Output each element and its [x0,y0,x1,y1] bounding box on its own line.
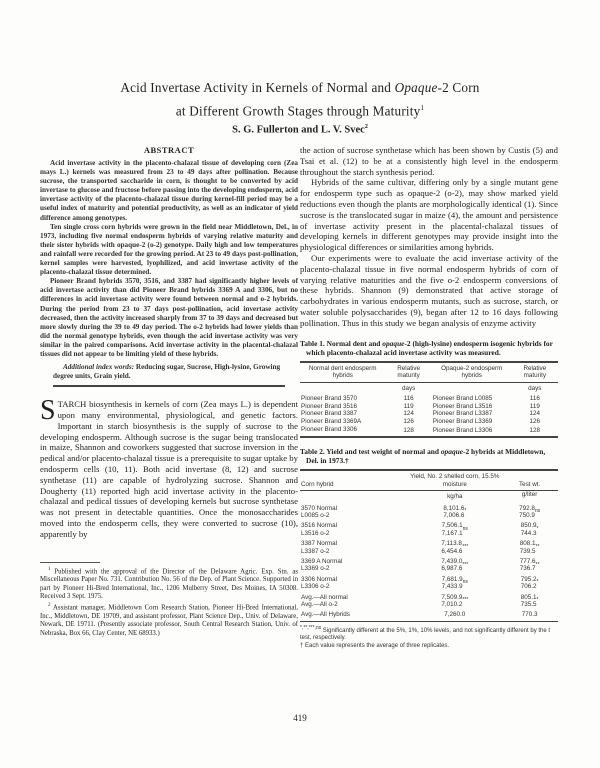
significance-mark: *** [462,597,469,604]
cell-value: L0085 o-2 [301,511,330,519]
column-header: Opaque-2 endosperm hybrids [432,362,512,383]
title-line-1: Acid Invertase Activity in Kernels of Normal and Opaque-2 Corn [120,80,480,95]
cell-value: 795.2 [520,575,537,583]
significance-mark: ** [535,561,540,568]
introduction [40,395,298,539]
cell-value: 7,006.6 [443,511,465,519]
cell-value: 777.6 [519,557,536,565]
title-line-2: at Different Growth Stages through Maturity$^1$ [175,103,425,119]
significance-mark: ns [462,526,468,533]
cell-value: 3570 Normal [301,504,338,512]
intro-paragraph: STARCH biosynthesis in kernels of corn (Zea mays L.) is dependent upon many environmental, physiological, and genetic factors. Important in starch biosynthesis is the supply of sucrose to the developing endosperm. Although sucrose is the sugar being translocated in maize, Shannon and coworkers suggested that sucrose inversion in the pedical and/or placento-chalazal tissue is a prerequisite to sugar uptake by endosperm cells (10, 11). Both acid invertase (8, 12) and sucrose synthetase (11) are capable of hydrolyzing sucrose. Shannon and Dougherty (11) reported high acid invertase activity in the placento-chalazal and pedical tissues of developing kernels but sucrose synthetase was not present in detectable quantities. Once the monosaccharides moved into the endosperm cells, they were converted to sucrose (10), apparently by [40,395,298,539]
body-text [300,145,558,329]
table-row: Pioneer Brand 3516 119 Pioneer Brand L3516 119 [301,402,540,410]
cell-value: 744.3 [520,529,537,537]
cell-value: 792.8 [519,504,535,512]
page-number: 419 [293,713,307,723]
cell-value: L3516 o-2 [301,529,330,537]
cell-value: 7,167.1 [441,529,463,537]
significance-mark: *** [462,561,469,568]
left-column [40,145,298,638]
cell-value: 750.9 [519,511,535,519]
abstract-heading: ABSTRACT [143,145,195,155]
index-words: Additional index words: Reducing sugar, Sucrose, High-lysine, Growing degree units, Grain yield. [53,363,285,387]
table-row-group [300,573,558,591]
paper-title [40,78,560,121]
column-header: Relative maturity [512,362,558,383]
table-row-group [300,519,558,537]
footnote: $^1$ Published with the approval of the Director of the Delaware Agric. Exp. Stn. as Miscellaneous Paper No. 731. Contribution No. 56 of the Dep. of Plant Science. Supported in part by Pioneer Hi-Bred International, Inc., 1206 Mulberry Street, Des Moines, IA 50308. Received 3 Sept. 1975. [40,566,298,601]
cell-value: 770.3 [521,611,538,619]
cell-value: 735.5 [520,600,537,608]
cell-value: 7,439.0 [441,557,463,565]
cell-value: 6,454.6 [441,547,463,555]
table2-caption: Table 2. Yield and test weight of normal and opaque-2 hybrids at Middletown, Del. in 1973.† [300,447,546,466]
body-paragraph: Our experiments were to evaluate the acid invertase activity of the placento-chalazal tissue in five normal endosperm hybrids of corn of varying relative maturities and the five o-2 endosperm conversions of these hybrids. Shannon (9) demonstrated that active storage of carbohydrates in various endosperm mutants, such as sucrose, starch, or water soluble polysaccharides (9), began after 12 to 16 days following pollination. Thus in this study we began analysis of enzyme activity [300,252,558,328]
table2 [300,469,558,622]
cell-value: L3369 o-2 [301,565,330,573]
significance-mark: * [536,597,539,604]
cell-value: 8,101.6 [443,504,465,512]
table-row: Pioneer Brand 3369A 126 Pioneer Brand L3369 126 [301,417,541,425]
significance-mark: * [536,526,539,533]
footnotes [40,566,298,639]
cell-value: 3387 Normal [301,540,338,548]
table-row-group [300,591,558,609]
cell-value: Avg.—All Hybrids [301,611,350,619]
column-header: Yield, No. 2 shelled corn, 15.5% moisture [408,470,501,491]
authors: S. G. Fullerton and L. V. Svec$^2$ [232,124,368,136]
footnote-ref: 1 [420,104,425,112]
cell-value: L3387 o-2 [301,547,330,555]
footnote-divider [40,562,100,563]
table-row-total [300,608,558,621]
cell-value: 7,010.2 [441,600,463,608]
table-row-group [300,502,558,520]
cell-value: 7,509.9 [441,593,463,601]
table2-note: $^{*,**,***,ns}$ Significantly different at the 5%, 1%, 10% levels, and not significantly different by the t test, respectively. [300,624,551,642]
body-paragraph: Hybrids of the same cultivar, differing only by a single mutant gene for endosperm type such as opaque-2 (o-2), may show marked yield reductions even though the plants are morphologically identical (1). Since sucrose is the translocated sugar in maize (4), the amount and persistence of invertase activity present in the placental-chalazal tissues of developing kernels in different genotypes may provide insight into the physiological differences or similarities among hybrids. [300,177,558,253]
column-header: Normal dent endosperm hybrids [300,362,385,383]
cell-value: 7,433.9 [441,583,463,591]
table-row: Pioneer Brand 3387 124 Pioneer Brand L3387 124 [301,410,541,418]
cell-value: 6,987.6 [441,565,463,573]
table1 [300,361,558,439]
table2-note: † Each value represents the average of three replicates. [300,642,450,649]
significance-mark: ns [462,579,468,586]
cell-value: 3306 Normal [301,575,338,583]
significance-mark: * [464,508,467,515]
column-header: Corn hybrid [300,470,408,491]
units-row: kg/ha g/liter [447,491,538,501]
table-row: Pioneer Brand 3570 116 Pioneer Brand L0085 116 [301,395,540,403]
cell-value: 3516 Normal [301,522,338,530]
units-row: days days [401,384,542,393]
footnote: $^2$ Assistant manager, Middletown Corn Research Station, Pioneer Hi-Bred International, Inc., Middletown, DE 19709, and assistant professor, Plant Science Dep., Univ. of Delaware, Newark, DE 19711. (Presently associate professor, South Central Research Station, Univ. of Nebraska, Box 66, Clay Center, NE 68933.) [40,602,298,637]
abstract-paragraph: Acid invertase activity in the placento-chalazal tissue of developing corn (Zea mays L.) kernels was measured from 23 to 49 days after pollination. Because sucrose, the transported saccharide in corn, is thought to be converted by acid invertase to glucose and fructose before passing into the developing endosperm, acid invertase activity of the placento-chalazal tissue during kernel-fill period may be a useful index of maturity and potential productivity, as well as an indicator of yield difference among genotypes. [40,159,298,222]
drop-cap: S [40,395,56,427]
right-column [300,145,558,650]
significance-mark: ** [535,543,540,550]
body-paragraph: the action of sucrose synthetase which has been shown by Custis (5) and Tsai et al. (12) to be at a consistently high level in the endosperm throughout the starch synthesis period. [300,145,558,177]
abstract [40,145,298,359]
cell-value: 3369 A Normal [301,557,343,565]
cell-value: 739.5 [519,547,536,555]
abstract-paragraph: Pioneer Brand hybrids 3570, 3516, and 3387 had significantly higher levels of acid invertase activity than did Pioneer Brand hybrids 3369 A and 3306, but no differences in acid invertase activity were found between normal and o-2 hybrids. During the period from 23 to 37 days post-pollination, acid invertase activity decreased, then the activity increased sharply from 37 to 39 days and decreased but more slowly during the 39 to 49 day period. The o-2 hybrids had lower yields than did the normal genotype hybrids, even though the acid invertase activity was very similar in the paired comparisons. Acid invertase activity in the placental-chalazal tissues did not appear to be limiting yield of these hybrids. [40,277,298,358]
cell-value: L3306 o-2 [301,583,330,591]
table-row: Pioneer Brand 3306 128 Pioneer Brand L3306 128 [301,425,541,435]
significance-mark: *** [462,543,469,550]
cell-value: 7,260.0 [444,611,466,619]
cell-value: Avg.—All normal [301,593,348,601]
significance-mark: * [536,579,539,586]
significance-mark: ns [534,508,541,515]
table1-caption: Table 1. Normal dent and opaque-2 (high-lysine) endosperm isogenic hybrids for which placento-chalazal acid invertase activity was measured. [300,338,553,357]
cell-value: 7,506.1 [441,522,463,530]
cell-value: 850.9 [520,522,537,530]
cell-value: 706.2 [520,583,537,591]
cell-value: 805.1 [520,593,537,601]
column-header: Test wt. [501,470,558,491]
cell-value: 808.1 [519,540,536,548]
column-header: Relative maturity [385,362,431,383]
cell-value: 7,681.9 [441,575,463,583]
abstract-paragraph: Ten single cross corn hybrids were grown in the field near Middletown, Del., in 1973, including five normal endosperm hybrids of varying relative maturity and their sister hybrids with opaque-2 (o-2) genotype. Daily high and low temperatures and rainfall were recorded for the growing period. At 23 to 49 days post-pollination, kernel samples were harvested, lyophilized, and acid invertase activity of the placento-chalazal tissue determined. [40,222,298,277]
footnote-ref: 2 [364,124,368,130]
cell-value: 7,113.8 [441,540,462,548]
cell-value: Avg.—All o-2 [301,600,338,608]
table-row-group [300,537,558,555]
cell-value: 736.7 [519,565,536,573]
table-row-group [300,555,558,573]
